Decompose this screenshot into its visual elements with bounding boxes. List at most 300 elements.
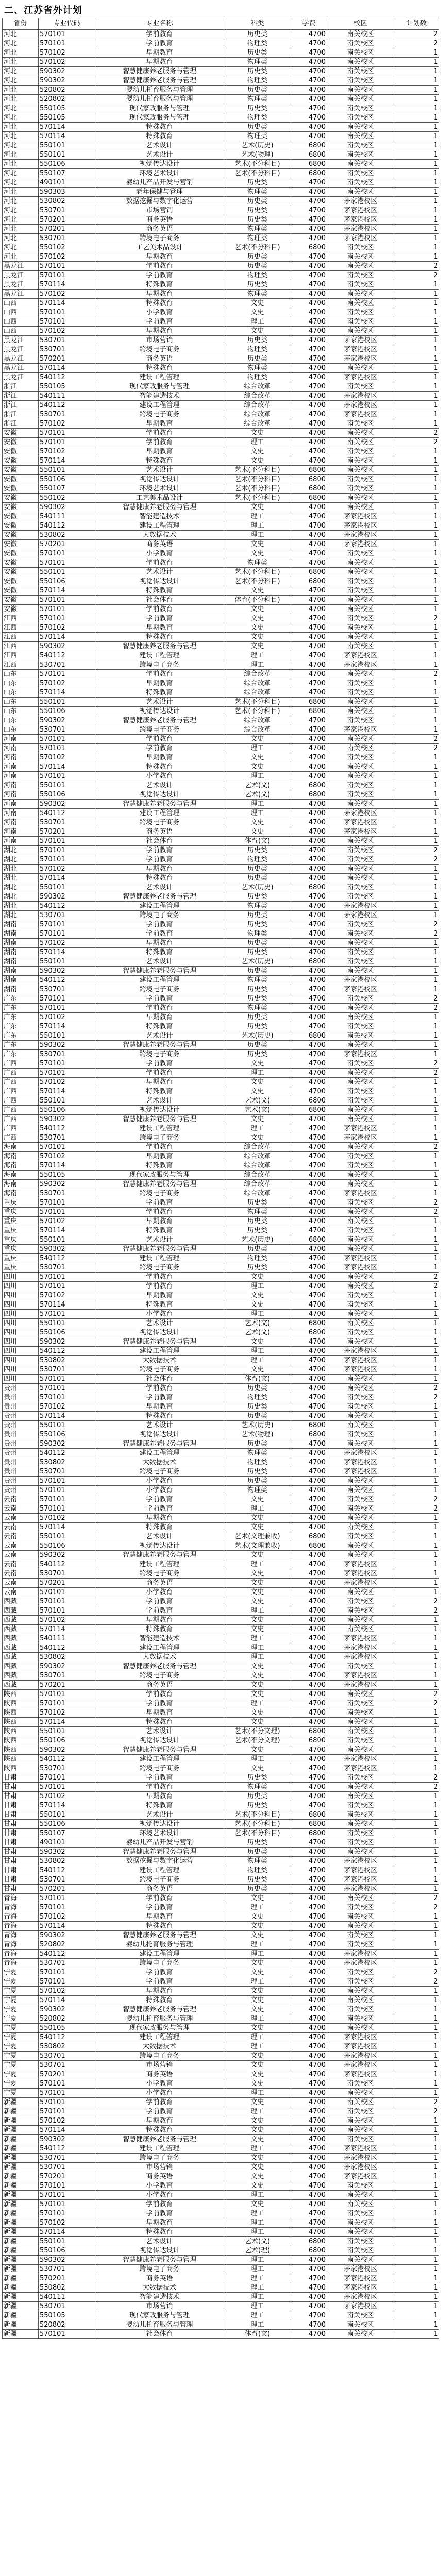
- campus-cell: 南关校区: [327, 475, 394, 484]
- subject-type-cell: 理工: [224, 1347, 291, 1356]
- table-row: [3, 438, 439, 447]
- table-row: [3, 1588, 439, 1597]
- plan-count-cell: 2: [394, 1384, 439, 1393]
- campus-cell: 南关校区: [327, 2330, 394, 2339]
- plan-count-cell: 1: [394, 299, 439, 308]
- major-name-cell: 特殊教育: [95, 2228, 224, 2237]
- tuition-cell: 4700: [291, 1523, 327, 1532]
- province-cell: 河南: [3, 753, 39, 762]
- province-cell: 四川: [3, 1328, 39, 1337]
- subject-type-cell: 艺术(文理兼收): [224, 1532, 291, 1541]
- subject-type-cell: 理工: [224, 438, 291, 447]
- subject-type-cell: 历史类: [224, 1773, 291, 1783]
- province-cell: 黑龙江: [3, 262, 39, 271]
- campus-cell: 茅家港校区: [327, 531, 394, 540]
- campus-cell: 茅家港校区: [327, 225, 394, 234]
- campus-cell: 南关校区: [327, 1532, 394, 1541]
- table-row: [3, 1829, 439, 1838]
- province-cell: 重庆: [3, 1254, 39, 1263]
- major-name-cell: 建设工程管理: [95, 1347, 224, 1356]
- major-name-cell: 学前教育: [95, 1968, 224, 1977]
- province-cell: 广西: [3, 1133, 39, 1143]
- plan-count-cell: 1: [394, 1940, 439, 1950]
- major-name-cell: 智慧健康养老服务与管理: [95, 1180, 224, 1189]
- campus-cell: 南关校区: [327, 1384, 394, 1393]
- subject-type-cell: 文史: [224, 614, 291, 623]
- campus-cell: 南关校区: [327, 2126, 394, 2135]
- tuition-cell: 4700: [291, 679, 327, 688]
- province-cell: 云南: [3, 1560, 39, 1569]
- table-row: [3, 1745, 439, 1755]
- subject-type-cell: 历史类: [224, 1245, 291, 1254]
- province-cell: 云南: [3, 1523, 39, 1532]
- province-cell: 山东: [3, 698, 39, 707]
- province-cell: 浙江: [3, 382, 39, 392]
- tuition-cell: 4700: [291, 651, 327, 660]
- campus-cell: 茅家港校区: [327, 1875, 394, 1885]
- tuition-cell: 6800: [291, 150, 327, 160]
- province-cell: 云南: [3, 1588, 39, 1597]
- tuition-cell: 4700: [291, 1050, 327, 1059]
- campus-cell: 茅家港校区: [327, 392, 394, 401]
- province-cell: 贵州: [3, 1421, 39, 1430]
- subject-type-cell: 历史类: [224, 1412, 291, 1421]
- major-code-cell: 530701: [39, 1569, 95, 1579]
- table-row: [3, 1402, 439, 1412]
- major-code-cell: 590302: [39, 1439, 95, 1449]
- major-code-cell: 530701: [39, 911, 95, 920]
- table-row: [3, 401, 439, 410]
- table-row: [3, 1291, 439, 1300]
- major-code-cell: 570101: [39, 549, 95, 558]
- major-name-cell: 视觉传达设计: [95, 577, 224, 586]
- major-code-cell: 570101: [39, 837, 95, 846]
- plan-count-cell: 2: [394, 994, 439, 1004]
- tuition-cell: 4700: [291, 976, 327, 985]
- major-name-cell: 大数据技术: [95, 2283, 224, 2293]
- table-row: [3, 1727, 439, 1736]
- table-row: [3, 985, 439, 994]
- province-cell: 四川: [3, 1356, 39, 1365]
- tuition-cell: 4700: [291, 1013, 327, 1022]
- province-cell: 湖北: [3, 883, 39, 892]
- major-code-cell: 570101: [39, 1495, 95, 1504]
- subject-type-cell: 体育(文): [224, 2330, 291, 2339]
- major-code-cell: 570102: [39, 623, 95, 633]
- major-name-cell: 特殊教育: [95, 1718, 224, 1727]
- major-name-cell: 早期教育: [95, 679, 224, 688]
- major-code-cell: 570101: [39, 438, 95, 447]
- table-row: [3, 577, 439, 586]
- major-name-cell: 学前教育: [95, 605, 224, 614]
- subject-type-cell: 文史: [224, 429, 291, 438]
- table-row: [3, 1968, 439, 1977]
- major-name-cell: 跨境电子商务: [95, 1263, 224, 1273]
- table-row: [3, 113, 439, 123]
- province-cell: 广西: [3, 1115, 39, 1124]
- province-cell: 四川: [3, 1310, 39, 1319]
- major-name-cell: 学前教育: [95, 2200, 224, 2209]
- major-code-cell: 540111: [39, 1634, 95, 1643]
- table-row: [3, 605, 439, 614]
- subject-type-cell: 艺术(不分文理): [224, 1736, 291, 1745]
- province-cell: 安徽: [3, 512, 39, 521]
- table-row: [3, 2209, 439, 2218]
- table-row: [3, 707, 439, 716]
- major-code-cell: 570101: [39, 1606, 95, 1616]
- major-code-cell: 570101: [39, 1393, 95, 1402]
- table-row: [3, 781, 439, 790]
- major-code-cell: 570101: [39, 2098, 95, 2107]
- campus-cell: 南关校区: [327, 1245, 394, 1254]
- major-name-cell: 跨境电子商务: [95, 345, 224, 354]
- plan-count-cell: 1: [394, 317, 439, 327]
- table-row: [3, 373, 439, 382]
- campus-cell: 茅家港校区: [327, 1653, 394, 1662]
- subject-type-cell: 物理类: [224, 290, 291, 299]
- plan-count-cell: 1: [394, 725, 439, 735]
- plan-count-cell: 1: [394, 1643, 439, 1653]
- tuition-cell: 4700: [291, 327, 327, 336]
- tuition-cell: 4700: [291, 939, 327, 948]
- province-cell: 云南: [3, 1532, 39, 1541]
- major-code-cell: 570102: [39, 2116, 95, 2126]
- major-name-cell: 视觉传达设计: [95, 1328, 224, 1337]
- table-row: [3, 1161, 439, 1171]
- campus-cell: 南关校区: [327, 1606, 394, 1616]
- province-cell: 新疆: [3, 2126, 39, 2135]
- table-row: [3, 818, 439, 827]
- subject-type-cell: 艺术(文理兼收): [224, 1541, 291, 1551]
- plan-count-cell: 1: [394, 1922, 439, 1931]
- plan-count-cell: 1: [394, 141, 439, 150]
- major-code-cell: 570101: [39, 1699, 95, 1708]
- table-row: [3, 1922, 439, 1931]
- campus-cell: 茅家港校区: [327, 206, 394, 215]
- major-name-cell: 智慧健康养老服务与管理: [95, 1041, 224, 1050]
- campus-cell: 茅家港校区: [327, 976, 394, 985]
- plan-count-cell: 1: [394, 2116, 439, 2126]
- plan-count-cell: 1: [394, 1133, 439, 1143]
- major-name-cell: 小学教育: [95, 2191, 224, 2200]
- tuition-cell: 4700: [291, 1226, 327, 1235]
- plan-count-cell: 1: [394, 401, 439, 410]
- province-cell: 河北: [3, 67, 39, 76]
- campus-cell: 南关校区: [327, 1180, 394, 1189]
- major-name-cell: 学前教育: [95, 1699, 224, 1708]
- table-row: [3, 1643, 439, 1653]
- province-cell: 黑龙江: [3, 364, 39, 373]
- plan-count-cell: 1: [394, 577, 439, 586]
- campus-cell: 南关校区: [327, 438, 394, 447]
- major-name-cell: 跨境电子商务: [95, 1959, 224, 1968]
- campus-cell: 南关校区: [327, 1421, 394, 1430]
- table-row: [3, 744, 439, 753]
- major-name-cell: 学前教育: [95, 429, 224, 438]
- province-cell: 新疆: [3, 2172, 39, 2181]
- table-row: [3, 1653, 439, 1662]
- subject-type-cell: 历史类: [224, 48, 291, 58]
- campus-cell: 南关校区: [327, 2228, 394, 2237]
- major-code-cell: 540112: [39, 1755, 95, 1764]
- province-cell: 宁夏: [3, 1968, 39, 1977]
- major-name-cell: 早期教育: [95, 1616, 224, 1625]
- major-name-cell: 建设工程管理: [95, 976, 224, 985]
- tuition-cell: 4700: [291, 1671, 327, 1681]
- subject-type-cell: 历史类: [224, 865, 291, 874]
- subject-type-cell: 文史: [224, 1115, 291, 1124]
- subject-type-cell: 理工: [224, 809, 291, 818]
- major-code-cell: 530802: [39, 1653, 95, 1662]
- campus-cell: 南关校区: [327, 623, 394, 633]
- plan-count-cell: 1: [394, 957, 439, 967]
- major-code-cell: 550106: [39, 577, 95, 586]
- major-name-cell: 市场营销: [95, 336, 224, 345]
- plan-count-cell: 1: [394, 1569, 439, 1579]
- major-code-cell: 570101: [39, 772, 95, 781]
- province-cell: 宁夏: [3, 2033, 39, 2042]
- major-code-cell: 570101: [39, 994, 95, 1004]
- province-cell: 甘肃: [3, 1792, 39, 1801]
- plan-count-cell: 2: [394, 670, 439, 679]
- province-cell: 陕西: [3, 1699, 39, 1708]
- province-cell: 河北: [3, 48, 39, 58]
- table-row: [3, 1384, 439, 1393]
- table-row: [3, 1171, 439, 1180]
- plan-count-cell: 2: [394, 1504, 439, 1514]
- tuition-cell: 4700: [291, 262, 327, 271]
- plan-count-cell: 1: [394, 1875, 439, 1885]
- plan-count-cell: 1: [394, 2191, 439, 2200]
- major-name-cell: 特殊教育: [95, 132, 224, 141]
- tuition-cell: 6800: [291, 790, 327, 800]
- major-code-cell: 570102: [39, 865, 95, 874]
- tuition-cell: 4700: [291, 1616, 327, 1625]
- tuition-cell: 4700: [291, 392, 327, 401]
- province-cell: 新疆: [3, 2181, 39, 2191]
- tuition-cell: 4700: [291, 846, 327, 855]
- table-row: [3, 855, 439, 865]
- tuition-cell: 4700: [291, 48, 327, 58]
- campus-cell: 南关校区: [327, 865, 394, 874]
- campus-cell: 南关校区: [327, 1273, 394, 1282]
- table-row: [3, 1198, 439, 1208]
- tuition-cell: 4700: [291, 2293, 327, 2302]
- major-name-cell: 学前教育: [95, 558, 224, 568]
- province-cell: 云南: [3, 1579, 39, 1588]
- subject-type-cell: 历史类: [224, 1217, 291, 1226]
- major-name-cell: 跨境电子商务: [95, 985, 224, 994]
- subject-type-cell: 物理类: [224, 902, 291, 911]
- table-row: [3, 2126, 439, 2135]
- major-name-cell: 学前教育: [95, 614, 224, 623]
- table-row: [3, 1616, 439, 1625]
- plan-count-cell: 1: [394, 1810, 439, 1820]
- subject-type-cell: 历史类: [224, 67, 291, 76]
- tuition-cell: 4700: [291, 308, 327, 317]
- table-row: [3, 206, 439, 215]
- campus-cell: 南关校区: [327, 1708, 394, 1718]
- table-row: [3, 1514, 439, 1523]
- plan-count-cell: 1: [394, 113, 439, 123]
- tuition-cell: 4700: [291, 2154, 327, 2163]
- plan-count-cell: 1: [394, 419, 439, 429]
- campus-cell: 南关校区: [327, 1541, 394, 1551]
- subject-type-cell: 理工: [224, 660, 291, 670]
- major-name-cell: 智慧健康养老服务与管理: [95, 2256, 224, 2265]
- major-name-cell: 数据挖掘与数字化运营: [95, 197, 224, 206]
- plan-count-cell: 1: [394, 911, 439, 920]
- tuition-cell: 4700: [291, 1987, 327, 1996]
- province-cell: 江西: [3, 660, 39, 670]
- plan-count-cell: 1: [394, 1263, 439, 1273]
- table-row: [3, 1848, 439, 1857]
- plan-count-cell: 2: [394, 855, 439, 865]
- province-cell: 广东: [3, 1031, 39, 1041]
- table-row: [3, 1365, 439, 1375]
- major-code-cell: 540112: [39, 902, 95, 911]
- major-name-cell: 早期教育: [95, 1078, 224, 1087]
- subject-type-cell: 艺术(理): [224, 2246, 291, 2256]
- major-name-cell: 学前教育: [95, 1597, 224, 1606]
- subject-type-cell: 文史: [224, 623, 291, 633]
- province-cell: 湖北: [3, 846, 39, 855]
- tuition-cell: 4700: [291, 1217, 327, 1226]
- major-name-cell: 小学教育: [95, 549, 224, 558]
- tuition-cell: 4700: [291, 1310, 327, 1319]
- province-cell: 河北: [3, 188, 39, 197]
- subject-type-cell: 文史: [224, 540, 291, 549]
- subject-type-cell: 艺术(历史): [224, 883, 291, 892]
- table-row: [3, 2089, 439, 2098]
- campus-cell: 南关校区: [327, 1597, 394, 1606]
- campus-cell: 南关校区: [327, 1106, 394, 1115]
- major-name-cell: 小学教育: [95, 308, 224, 317]
- campus-cell: 南关校区: [327, 2089, 394, 2098]
- table-row: [3, 419, 439, 429]
- tuition-cell: 4700: [291, 1773, 327, 1783]
- province-cell: 甘肃: [3, 1885, 39, 1894]
- plan-count-cell: 2: [394, 2107, 439, 2116]
- major-code-cell: 570101: [39, 1968, 95, 1977]
- major-code-cell: 550106: [39, 1430, 95, 1439]
- province-cell: 山西: [3, 327, 39, 336]
- table-row: [3, 1875, 439, 1885]
- major-code-cell: 590302: [39, 1180, 95, 1189]
- campus-cell: 南关校区: [327, 2135, 394, 2144]
- province-cell: 甘肃: [3, 1801, 39, 1810]
- major-name-cell: 商务英语: [95, 1681, 224, 1690]
- tuition-cell: 6800: [291, 577, 327, 586]
- subject-type-cell: 艺术(历史): [224, 141, 291, 150]
- major-code-cell: 570114: [39, 1226, 95, 1235]
- subject-type-cell: 历史类: [224, 874, 291, 883]
- table-row: [3, 586, 439, 596]
- table-row: [3, 1931, 439, 1940]
- major-code-cell: 550101: [39, 781, 95, 790]
- subject-type-cell: 艺术(文): [224, 1319, 291, 1328]
- major-code-cell: 570114: [39, 2228, 95, 2237]
- major-code-cell: 570101: [39, 317, 95, 327]
- province-cell: 宁夏: [3, 2024, 39, 2033]
- tuition-cell: 6800: [291, 1541, 327, 1551]
- campus-cell: 南关校区: [327, 837, 394, 846]
- major-name-cell: 跨境电子商务: [95, 725, 224, 735]
- campus-cell: 茅家港校区: [327, 1347, 394, 1356]
- subject-type-cell: 艺术(不分科目): [224, 698, 291, 707]
- table-row: [3, 512, 439, 521]
- table-row: [3, 994, 439, 1004]
- tuition-cell: 4700: [291, 2330, 327, 2339]
- subject-type-cell: 艺术(文): [224, 790, 291, 800]
- subject-type-cell: 文史: [224, 299, 291, 308]
- major-name-cell: 学前教育: [95, 39, 224, 48]
- subject-type-cell: 历史类: [224, 262, 291, 271]
- table-row: [3, 642, 439, 651]
- tuition-cell: 4700: [291, 67, 327, 76]
- major-code-cell: 570101: [39, 735, 95, 744]
- major-code-cell: 540111: [39, 2293, 95, 2302]
- major-name-cell: 现代家政服务与管理: [95, 1171, 224, 1180]
- subject-type-cell: 文史: [224, 1579, 291, 1588]
- major-name-cell: 跨境电子商务: [95, 818, 224, 827]
- plan-count-cell: 2: [394, 1690, 439, 1699]
- province-cell: 海南: [3, 1180, 39, 1189]
- tuition-cell: 4700: [291, 503, 327, 512]
- campus-cell: 茅家港校区: [327, 1365, 394, 1375]
- subject-type-cell: 综合改革: [224, 392, 291, 401]
- province-cell: 青海: [3, 1959, 39, 1968]
- major-code-cell: 570101: [39, 605, 95, 614]
- campus-cell: 南关校区: [327, 1987, 394, 1996]
- tuition-cell: 6800: [291, 1031, 327, 1041]
- table-row: [3, 169, 439, 178]
- major-name-cell: 现代家政服务与管理: [95, 113, 224, 123]
- tuition-cell: 4700: [291, 1180, 327, 1189]
- province-cell: 广东: [3, 1050, 39, 1059]
- campus-cell: 南关校区: [327, 855, 394, 865]
- campus-cell: 南关校区: [327, 1069, 394, 1078]
- subject-type-cell: 物理类: [224, 855, 291, 865]
- province-cell: 黑龙江: [3, 290, 39, 299]
- plan-count-cell: 1: [394, 225, 439, 234]
- tuition-cell: 6800: [291, 1106, 327, 1115]
- tuition-cell: 4700: [291, 1004, 327, 1013]
- subject-type-cell: 文史: [224, 1291, 291, 1300]
- major-code-cell: 530701: [39, 660, 95, 670]
- major-code-cell: 570102: [39, 447, 95, 456]
- table-row: [3, 568, 439, 577]
- province-cell: 海南: [3, 1161, 39, 1171]
- major-code-cell: 540112: [39, 1347, 95, 1356]
- table-row: [3, 1263, 439, 1273]
- campus-cell: 茅家港校区: [327, 1866, 394, 1875]
- province-cell: 河北: [3, 113, 39, 123]
- campus-cell: 南关校区: [327, 1393, 394, 1402]
- province-cell: 河南: [3, 809, 39, 818]
- province-cell: 广西: [3, 1124, 39, 1133]
- major-name-cell: 商务英语: [95, 2172, 224, 2181]
- plan-count-cell: 1: [394, 1078, 439, 1087]
- major-code-cell: 570101: [39, 2191, 95, 2200]
- plan-count-cell: 1: [394, 1449, 439, 1458]
- tuition-cell: 4700: [291, 762, 327, 772]
- table-row: [3, 1560, 439, 1569]
- province-cell: 青海: [3, 1940, 39, 1950]
- subject-type-cell: 文史: [224, 503, 291, 512]
- plan-count-cell: 1: [394, 1477, 439, 1486]
- major-name-cell: 智慧健康养老服务与管理: [95, 892, 224, 902]
